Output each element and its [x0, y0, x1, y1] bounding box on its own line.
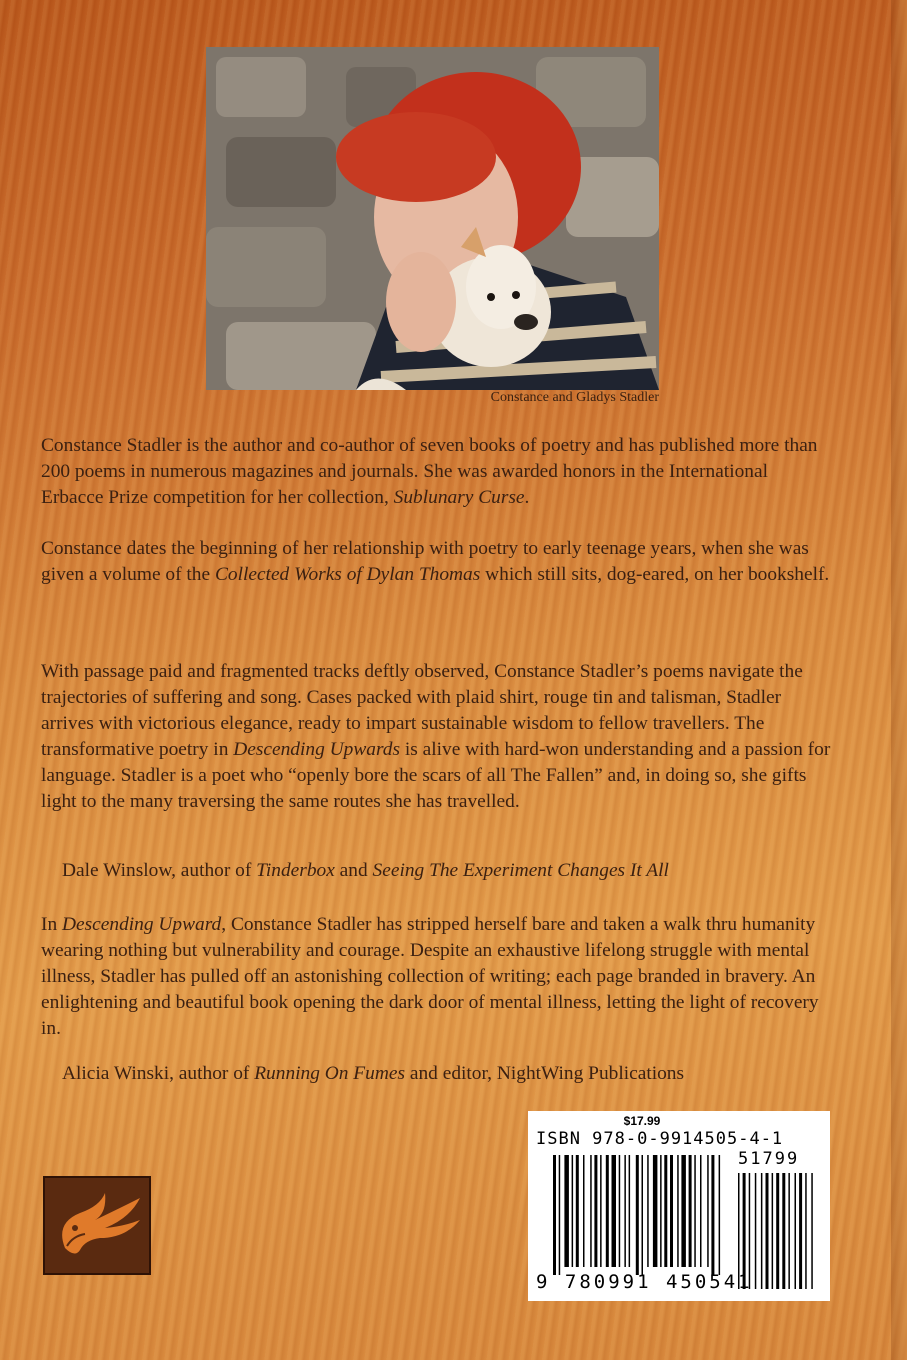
barcode-bar: [572, 1155, 574, 1267]
isbn-number: ISBN 978-0-9914505-4-1: [536, 1129, 784, 1149]
barcode-bar: [559, 1155, 561, 1275]
photo-caption: Constance and Gladys Stadler: [490, 390, 659, 405]
spine-edge: [891, 0, 907, 1360]
addon-bar: [795, 1173, 797, 1289]
barcode-bar: [664, 1155, 667, 1267]
barcode-bar: [707, 1155, 709, 1267]
addon-bar: [811, 1173, 813, 1289]
review-2: In Descending Upward, Constance Stadler has stripped herself bare and taken a walk thru humanity wearing nothing but vulnerability and courage. Despite an exhaustive lifelong struggle with mental illness, Stadler has pulled off an astonishing collection of writing; each page branded in bravery. An enlightening and beautiful book opening the dark door of mental illness, letting the light of recovery in.: [41, 914, 819, 1039]
barcode-bar: [583, 1155, 585, 1267]
barcode-bar: [590, 1155, 592, 1267]
barcode-bar: [670, 1155, 673, 1267]
barcode-bar: [636, 1155, 639, 1275]
barcode-bar: [677, 1155, 679, 1267]
addon-bar: [805, 1173, 807, 1289]
ean-number: 9 780991 450541: [536, 1271, 753, 1293]
review-1-attribution: Dale Winslow, author of Tinderbox and Seeing The Experiment Changes It All: [62, 860, 669, 881]
book-title: Descending Upward: [62, 914, 222, 935]
barcode-bar: [553, 1155, 556, 1275]
barcode-bar: [700, 1155, 702, 1267]
review-1: With passage paid and fragmented tracks deftly observed, Constance Stadler’s poems navigate the trajectories of suffering and song. Cases packed with plaid shirt, rouge tin and talisman, Stadler arrives with victorious elegance, ready to impart sustainable wisdom to fellow travellers. The transformative poetry in Descending Upwards is alive with hard-won understanding and a passion for language. Stadler is a poet who “openly bore the scars of all The Fallen” and, in doing so, she gifts light to the many traversing the same routes she has travelled.: [41, 661, 831, 812]
addon-bar: [766, 1173, 769, 1289]
book-title: Descending Upwards: [233, 739, 401, 760]
addon-bar: [776, 1173, 779, 1289]
author-bio-paragraph-1: Constance Stadler is the author and co-author of seven books of poetry and has published more than 200 poems in numerous magazines and journals. She was awarded honors in the International Erbacce Prize competition for her collection, Sublunary Curse.: [41, 435, 818, 508]
addon-bar: [772, 1173, 774, 1289]
book-title: Sublunary Curse: [393, 487, 525, 508]
barcode-bar: [600, 1155, 602, 1267]
author-bio-paragraph-2: Constance dates the beginning of her relationship with poetry to early teenage years, when she was given a volume of the Collected Works of Dylan Thomas which still sits, dog-eared, on her bookshelf.: [41, 538, 830, 585]
barcode-bar: [719, 1155, 721, 1275]
addon-bar: [782, 1173, 785, 1289]
addon-bar: [761, 1173, 763, 1289]
barcode-bar: [689, 1155, 692, 1267]
barcode-bar: [624, 1155, 626, 1267]
barcode-bar: [660, 1155, 662, 1267]
author-photo: [206, 47, 659, 390]
barcode-bar: [606, 1155, 609, 1267]
addon-bar: [755, 1173, 757, 1289]
barcode-bar: [711, 1155, 714, 1275]
barcode-bar: [647, 1155, 649, 1267]
barcode-bar: [594, 1155, 597, 1267]
barcode-bar: [612, 1155, 617, 1267]
barcode-bar: [681, 1155, 686, 1267]
phoenix-bird-icon: [45, 1178, 149, 1273]
barcode-bar: [653, 1155, 658, 1267]
isbn-barcode: [528, 1111, 830, 1301]
addon-bar: [799, 1173, 802, 1289]
barcode-bar: [564, 1155, 569, 1267]
price-addon-code: 51799: [738, 1149, 800, 1169]
book-title: Collected Works of Dylan Thomas: [214, 564, 481, 585]
barcode-bar: [694, 1155, 696, 1267]
barcode-bar: [642, 1155, 644, 1275]
addon-bar: [788, 1173, 790, 1289]
price-label: $17.99: [623, 1114, 661, 1128]
review-2-attribution: Alicia Winski, author of Running On Fumes and editor, NightWing Publications: [62, 1063, 685, 1084]
barcode-bar: [619, 1155, 621, 1267]
barcode-bar: [629, 1155, 631, 1267]
barcode-bar: [576, 1155, 579, 1267]
publisher-logo: [43, 1176, 151, 1275]
